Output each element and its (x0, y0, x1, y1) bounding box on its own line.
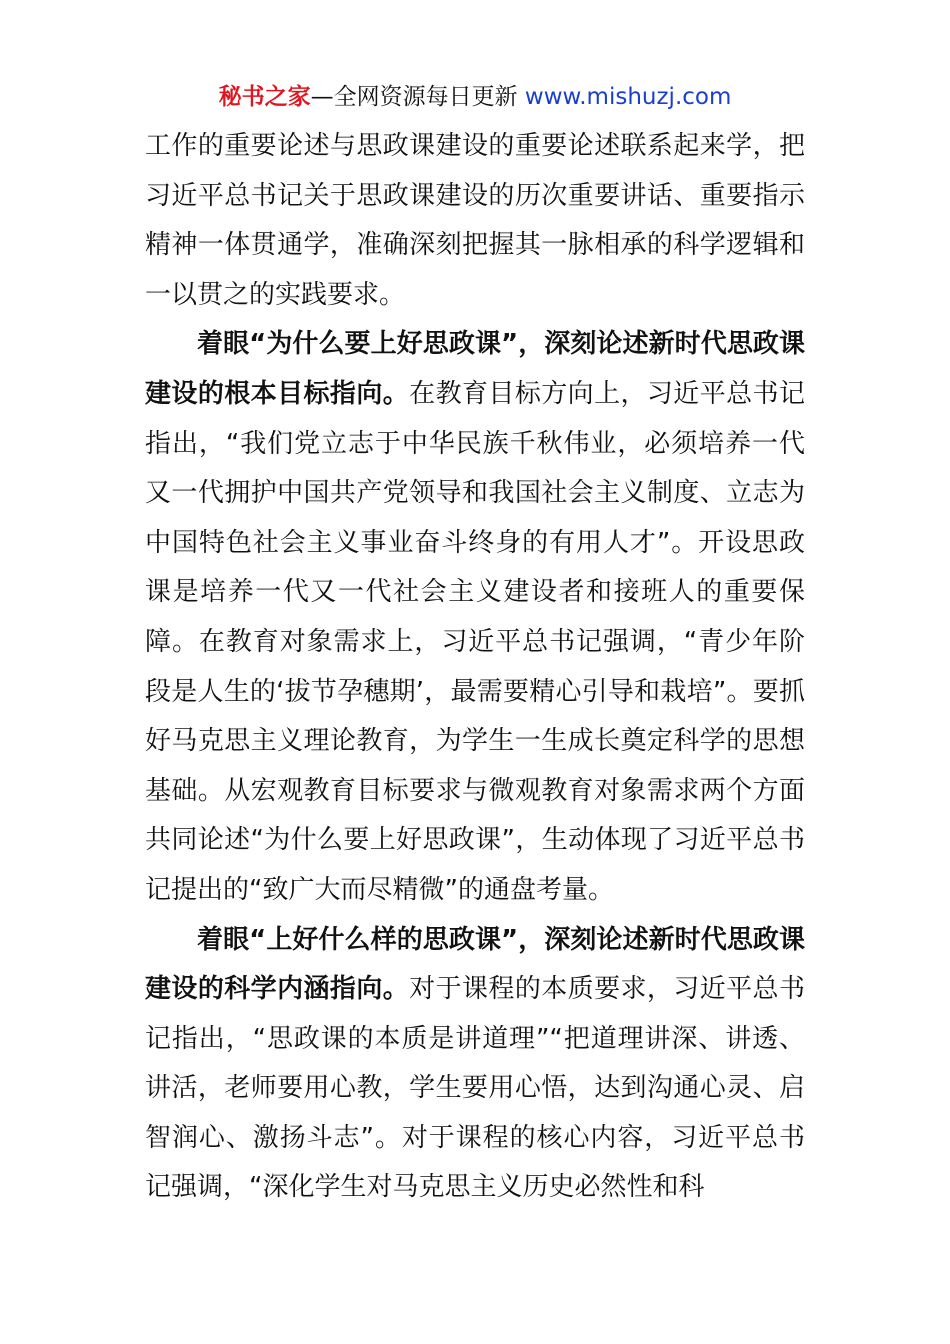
page-header (0, 80, 950, 114)
paragraph-text: 对于课程的本质要求，习近平总书记指出，“思政课的本质是讲道理”“把道理讲深、讲透、讲活，老师要用心教，学生要用心悟，达到沟通心灵、启智润心、激扬斗志”。对于课程的核心内容，习近平总书记强调，“深化学生对马克思主义历史必然性和科 (145, 974, 805, 1203)
paragraph-text: 在教育目标方向上，习近平总书记指出，“我们党立志于中华民族千秋伟业，必须培养一代又一代拥护中国共产党领导和我国社会主义制度、立志为中国特色社会主义事业奋斗终身的有用人才”。开设思政课是培养一代又一代社会主义建设者和接班人的重要保障。在教育对象需求上，习近平总书记强调，“青少年阶段是人生的‘拔节孕穗期’，最需要精心引导和栽培”。要抓好马克思主义理论教育，为学生一生成长奠定科学的思想基础。从宏观教育目标要求与微观教育对象需求两个方面共同论述“为什么要上好思政课”，生动体现了习近平总书记提出的“致广大而尽精微”的通盘考量。 (145, 378, 805, 905)
paragraph-text: 工作的重要论述与思政课建设的重要论述联系起来学，把习近平总书记关于思政课建设的历次重要讲话、重要指示精神一体贯通学，准确深刻把握其一脉相承的科学逻辑和一以贯之的实践要求。 (145, 131, 805, 310)
site-tagline: —全网资源每日更新 (310, 84, 525, 110)
site-url-link[interactable]: www.mishuzj.com (524, 84, 732, 110)
document-body (145, 122, 805, 1213)
paragraph-continued (145, 122, 805, 320)
paragraph-heading: 着眼“为什么要上好思政课”，深刻论述新时代思政课建设的根本目标指向。 (145, 329, 805, 409)
paragraph-heading: 着眼“上好什么样的思政课”，深刻论述新时代思政课建设的科学内涵指向。 (145, 924, 805, 1005)
site-brand[interactable]: 秘书之家 (218, 84, 311, 110)
paragraph-why (145, 320, 805, 915)
paragraph-what (145, 916, 805, 1214)
